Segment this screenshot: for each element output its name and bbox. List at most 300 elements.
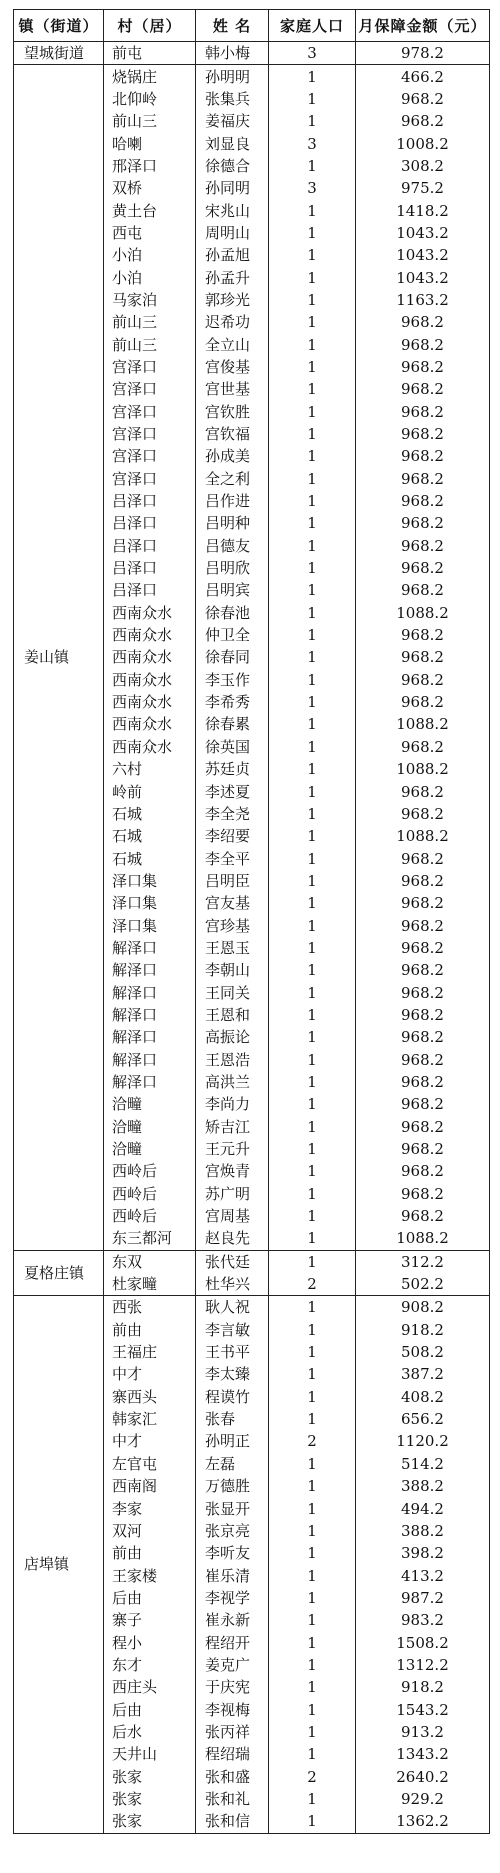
name-cell: 吕明欣 <box>196 557 269 579</box>
name-cell: 宫焕青 <box>196 1160 269 1182</box>
town-cell: 望城街道 <box>14 42 104 65</box>
household-size-cell: 1 <box>269 669 356 691</box>
household-size-cell: 3 <box>269 132 356 154</box>
household-size-cell: 1 <box>269 423 356 445</box>
village-cell: 解泽口 <box>104 959 196 981</box>
name-cell: 于庆宪 <box>196 1676 269 1698</box>
amount-cell: 968.2 <box>356 88 490 110</box>
amount-cell: 918.2 <box>356 1319 490 1341</box>
name-cell: 徐德合 <box>196 155 269 177</box>
amount-cell: 929.2 <box>356 1788 490 1810</box>
village-cell: 宫泽口 <box>104 401 196 423</box>
name-cell: 宫世基 <box>196 378 269 400</box>
table-row <box>14 1250 490 1273</box>
household-size-cell: 1 <box>269 1788 356 1810</box>
household-size-cell: 1 <box>269 1810 356 1833</box>
household-size-cell: 1 <box>269 1071 356 1093</box>
village-cell: 西屯 <box>104 222 196 244</box>
village-cell: 双桥 <box>104 177 196 199</box>
amount-cell: 2640.2 <box>356 1765 490 1787</box>
header-town: 镇（街道） <box>14 10 104 42</box>
household-size-cell: 1 <box>269 244 356 266</box>
name-cell: 宫周基 <box>196 1205 269 1227</box>
town-cell: 姜山镇 <box>14 65 104 1250</box>
village-cell: 寨子 <box>104 1609 196 1631</box>
household-size-cell: 1 <box>269 1250 356 1273</box>
amount-cell: 968.2 <box>356 847 490 869</box>
household-size-cell: 1 <box>269 847 356 869</box>
household-size-cell: 1 <box>269 1676 356 1698</box>
amount-cell: 968.2 <box>356 1004 490 1026</box>
household-size-cell: 1 <box>269 691 356 713</box>
village-cell: 解泽口 <box>104 1071 196 1093</box>
household-size-cell: 1 <box>269 803 356 825</box>
household-size-cell: 1 <box>269 1475 356 1497</box>
household-size-cell: 1 <box>269 65 356 88</box>
amount-cell: 508.2 <box>356 1341 490 1363</box>
name-cell: 王同关 <box>196 981 269 1003</box>
name-cell: 王恩浩 <box>196 1048 269 1070</box>
household-size-cell: 3 <box>269 42 356 65</box>
household-size-cell: 1 <box>269 445 356 467</box>
village-cell: 西南众水 <box>104 646 196 668</box>
village-cell: 西南众水 <box>104 691 196 713</box>
amount-cell: 968.2 <box>356 870 490 892</box>
household-size-cell: 1 <box>269 713 356 735</box>
amount-cell: 1043.2 <box>356 244 490 266</box>
village-cell: 程小 <box>104 1631 196 1653</box>
table-header <box>14 10 490 42</box>
household-size-cell: 1 <box>269 333 356 355</box>
name-cell: 李视梅 <box>196 1698 269 1720</box>
amount-cell: 908.2 <box>356 1296 490 1319</box>
name-cell: 李绍要 <box>196 825 269 847</box>
name-cell: 李全尧 <box>196 803 269 825</box>
amount-cell: 413.2 <box>356 1564 490 1586</box>
village-cell: 王福庄 <box>104 1341 196 1363</box>
village-cell: 双河 <box>104 1520 196 1542</box>
name-cell: 孙明明 <box>196 65 269 88</box>
amount-cell: 968.2 <box>356 1160 490 1182</box>
household-size-cell: 1 <box>269 579 356 601</box>
name-cell: 李全平 <box>196 847 269 869</box>
village-cell: 宫泽口 <box>104 356 196 378</box>
name-cell: 姜克广 <box>196 1654 269 1676</box>
village-cell: 北仰岭 <box>104 88 196 110</box>
household-size-cell: 1 <box>269 1408 356 1430</box>
village-cell: 岭前 <box>104 780 196 802</box>
household-size-cell: 1 <box>269 512 356 534</box>
village-cell: 洽疃 <box>104 1093 196 1115</box>
household-size-cell: 1 <box>269 1227 356 1250</box>
name-cell: 李视学 <box>196 1587 269 1609</box>
name-cell: 王书平 <box>196 1341 269 1363</box>
name-cell: 程绍开 <box>196 1631 269 1653</box>
amount-cell: 1088.2 <box>356 825 490 847</box>
village-cell: 吕泽口 <box>104 490 196 512</box>
household-size-cell: 2 <box>269 1765 356 1787</box>
village-cell: 泽口集 <box>104 914 196 936</box>
name-cell: 李尚力 <box>196 1093 269 1115</box>
amount-cell: 656.2 <box>356 1408 490 1430</box>
household-size-cell: 1 <box>269 981 356 1003</box>
village-cell: 天井山 <box>104 1743 196 1765</box>
village-cell: 左官屯 <box>104 1453 196 1475</box>
name-cell: 全之利 <box>196 468 269 490</box>
name-cell: 耿人祝 <box>196 1296 269 1319</box>
village-cell: 东三都河 <box>104 1227 196 1250</box>
village-cell: 洽疃 <box>104 1138 196 1160</box>
village-cell: 李家 <box>104 1497 196 1519</box>
household-size-cell: 1 <box>269 1453 356 1475</box>
header-name: 姓 名 <box>196 10 269 42</box>
amount-cell: 968.2 <box>356 691 490 713</box>
village-cell: 洽疃 <box>104 1116 196 1138</box>
amount-cell: 514.2 <box>356 1453 490 1475</box>
name-cell: 李朝山 <box>196 959 269 981</box>
name-cell: 吕德友 <box>196 535 269 557</box>
household-size-cell: 1 <box>269 266 356 288</box>
village-cell: 宫泽口 <box>104 423 196 445</box>
name-cell: 孙孟升 <box>196 266 269 288</box>
village-cell: 西岭后 <box>104 1160 196 1182</box>
name-cell: 崔乐清 <box>196 1564 269 1586</box>
name-cell: 郭珍光 <box>196 289 269 311</box>
name-cell: 张和礼 <box>196 1788 269 1810</box>
village-cell: 东才 <box>104 1654 196 1676</box>
household-size-cell: 1 <box>269 356 356 378</box>
amount-cell: 968.2 <box>356 311 490 333</box>
amount-cell: 1312.2 <box>356 1654 490 1676</box>
village-cell: 解泽口 <box>104 1004 196 1026</box>
household-size-cell: 3 <box>269 177 356 199</box>
village-cell: 六村 <box>104 758 196 780</box>
amount-cell: 1008.2 <box>356 132 490 154</box>
name-cell: 程绍瑞 <box>196 1743 269 1765</box>
household-size-cell: 1 <box>269 758 356 780</box>
amount-cell: 968.2 <box>356 378 490 400</box>
name-cell: 张代廷 <box>196 1250 269 1273</box>
name-cell: 徐英国 <box>196 736 269 758</box>
village-cell: 吕泽口 <box>104 535 196 557</box>
amount-cell: 494.2 <box>356 1497 490 1519</box>
amount-cell: 968.2 <box>356 1048 490 1070</box>
village-cell: 中才 <box>104 1363 196 1385</box>
household-size-cell: 1 <box>269 1183 356 1205</box>
amount-cell: 975.2 <box>356 177 490 199</box>
header-monthly-amount: 月保障金额（元） <box>356 10 490 42</box>
amount-cell: 968.2 <box>356 557 490 579</box>
village-cell: 吕泽口 <box>104 557 196 579</box>
village-cell: 西南众水 <box>104 736 196 758</box>
household-size-cell: 1 <box>269 1048 356 1070</box>
amount-cell: 1163.2 <box>356 289 490 311</box>
table-row <box>14 42 490 65</box>
name-cell: 宫友基 <box>196 892 269 914</box>
name-cell: 高振论 <box>196 1026 269 1048</box>
household-size-cell: 1 <box>269 401 356 423</box>
amount-cell: 968.2 <box>356 892 490 914</box>
amount-cell: 968.2 <box>356 468 490 490</box>
amount-cell: 308.2 <box>356 155 490 177</box>
amount-cell: 466.2 <box>356 65 490 88</box>
assistance-table <box>13 9 490 1834</box>
household-size-cell: 1 <box>269 825 356 847</box>
amount-cell: 968.2 <box>356 333 490 355</box>
household-size-cell: 1 <box>269 1004 356 1026</box>
household-size-cell: 1 <box>269 378 356 400</box>
town-cell: 夏格庄镇 <box>14 1250 104 1296</box>
household-size-cell: 2 <box>269 1430 356 1452</box>
village-cell: 西南众水 <box>104 669 196 691</box>
village-cell: 后水 <box>104 1721 196 1743</box>
village-cell: 吕泽口 <box>104 579 196 601</box>
household-size-cell: 1 <box>269 1160 356 1182</box>
amount-cell: 987.2 <box>356 1587 490 1609</box>
amount-cell: 1508.2 <box>356 1631 490 1653</box>
town-cell: 店埠镇 <box>14 1296 104 1833</box>
name-cell: 吕作进 <box>196 490 269 512</box>
name-cell: 张显开 <box>196 1497 269 1519</box>
household-size-cell: 1 <box>269 1205 356 1227</box>
amount-cell: 1418.2 <box>356 199 490 221</box>
name-cell: 徐春池 <box>196 602 269 624</box>
household-size-cell: 1 <box>269 780 356 802</box>
amount-cell: 968.2 <box>356 736 490 758</box>
name-cell: 张春 <box>196 1408 269 1430</box>
name-cell: 王元升 <box>196 1138 269 1160</box>
name-cell: 程谟竹 <box>196 1386 269 1408</box>
amount-cell: 1088.2 <box>356 1227 490 1250</box>
name-cell: 吕明宾 <box>196 579 269 601</box>
village-cell: 前山三 <box>104 110 196 132</box>
amount-cell: 1088.2 <box>356 758 490 780</box>
village-cell: 宫泽口 <box>104 445 196 467</box>
amount-cell: 1043.2 <box>356 266 490 288</box>
name-cell: 李希秀 <box>196 691 269 713</box>
amount-cell: 968.2 <box>356 1093 490 1115</box>
amount-cell: 918.2 <box>356 1676 490 1698</box>
village-cell: 东双 <box>104 1250 196 1273</box>
name-cell: 李听友 <box>196 1542 269 1564</box>
village-cell: 后由 <box>104 1698 196 1720</box>
village-cell: 西张 <box>104 1296 196 1319</box>
village-cell: 解泽口 <box>104 1048 196 1070</box>
name-cell: 周明山 <box>196 222 269 244</box>
amount-cell: 1543.2 <box>356 1698 490 1720</box>
household-size-cell: 1 <box>269 1587 356 1609</box>
household-size-cell: 1 <box>269 1116 356 1138</box>
amount-cell: 968.2 <box>356 624 490 646</box>
household-size-cell: 1 <box>269 311 356 333</box>
name-cell: 李言敏 <box>196 1319 269 1341</box>
name-cell: 左磊 <box>196 1453 269 1475</box>
name-cell: 万德胜 <box>196 1475 269 1497</box>
village-cell: 前由 <box>104 1542 196 1564</box>
village-cell: 西庄头 <box>104 1676 196 1698</box>
household-size-cell: 1 <box>269 490 356 512</box>
village-cell: 西岭后 <box>104 1183 196 1205</box>
amount-cell: 968.2 <box>356 1138 490 1160</box>
amount-cell: 1088.2 <box>356 713 490 735</box>
household-size-cell: 1 <box>269 88 356 110</box>
village-cell: 解泽口 <box>104 1026 196 1048</box>
name-cell: 高洪兰 <box>196 1071 269 1093</box>
table-body <box>14 42 490 1834</box>
name-cell: 王恩玉 <box>196 937 269 959</box>
village-cell: 小泊 <box>104 266 196 288</box>
village-cell: 西南众水 <box>104 624 196 646</box>
amount-cell: 1343.2 <box>356 1743 490 1765</box>
village-cell: 西南众水 <box>104 713 196 735</box>
name-cell: 张集兵 <box>196 88 269 110</box>
name-cell: 吕明臣 <box>196 870 269 892</box>
household-size-cell: 1 <box>269 1698 356 1720</box>
household-size-cell: 1 <box>269 1564 356 1586</box>
village-cell: 西南阁 <box>104 1475 196 1497</box>
name-cell: 王恩和 <box>196 1004 269 1026</box>
village-cell: 宫泽口 <box>104 468 196 490</box>
amount-cell: 968.2 <box>356 1071 490 1093</box>
household-size-cell: 1 <box>269 1520 356 1542</box>
amount-cell: 387.2 <box>356 1363 490 1385</box>
name-cell: 宫钦福 <box>196 423 269 445</box>
village-cell: 后由 <box>104 1587 196 1609</box>
header-row <box>14 10 490 42</box>
amount-cell: 968.2 <box>356 914 490 936</box>
amount-cell: 968.2 <box>356 490 490 512</box>
village-cell: 泽口集 <box>104 870 196 892</box>
name-cell: 苏广明 <box>196 1183 269 1205</box>
household-size-cell: 1 <box>269 1609 356 1631</box>
amount-cell: 388.2 <box>356 1520 490 1542</box>
household-size-cell: 1 <box>269 1497 356 1519</box>
village-cell: 小泊 <box>104 244 196 266</box>
amount-cell: 968.2 <box>356 535 490 557</box>
name-cell: 矫吉江 <box>196 1116 269 1138</box>
amount-cell: 968.2 <box>356 356 490 378</box>
household-size-cell: 1 <box>269 914 356 936</box>
amount-cell: 968.2 <box>356 780 490 802</box>
header-village: 村（居） <box>104 10 196 42</box>
amount-cell: 1043.2 <box>356 222 490 244</box>
name-cell: 宫珍基 <box>196 914 269 936</box>
name-cell: 迟希功 <box>196 311 269 333</box>
village-cell: 吕泽口 <box>104 512 196 534</box>
amount-cell: 978.2 <box>356 42 490 65</box>
amount-cell: 408.2 <box>356 1386 490 1408</box>
name-cell: 李述夏 <box>196 780 269 802</box>
name-cell: 吕明种 <box>196 512 269 534</box>
village-cell: 韩家汇 <box>104 1408 196 1430</box>
household-size-cell: 1 <box>269 1341 356 1363</box>
village-cell: 黄土台 <box>104 199 196 221</box>
household-size-cell: 1 <box>269 870 356 892</box>
household-size-cell: 1 <box>269 959 356 981</box>
household-size-cell: 1 <box>269 624 356 646</box>
name-cell: 杜华兴 <box>196 1273 269 1296</box>
name-cell: 李太臻 <box>196 1363 269 1385</box>
amount-cell: 968.2 <box>356 1183 490 1205</box>
amount-cell: 968.2 <box>356 401 490 423</box>
name-cell: 刘显良 <box>196 132 269 154</box>
village-cell: 哈喇 <box>104 132 196 154</box>
name-cell: 孙孟旭 <box>196 244 269 266</box>
name-cell: 赵良先 <box>196 1227 269 1250</box>
village-cell: 马家泊 <box>104 289 196 311</box>
village-cell: 寨西头 <box>104 1386 196 1408</box>
household-size-cell: 1 <box>269 110 356 132</box>
amount-cell: 968.2 <box>356 110 490 132</box>
amount-cell: 968.2 <box>356 959 490 981</box>
village-cell: 张家 <box>104 1788 196 1810</box>
amount-cell: 968.2 <box>356 1205 490 1227</box>
village-cell: 宫泽口 <box>104 378 196 400</box>
name-cell: 崔永新 <box>196 1609 269 1631</box>
household-size-cell: 1 <box>269 937 356 959</box>
name-cell: 徐春同 <box>196 646 269 668</box>
household-size-cell: 1 <box>269 1138 356 1160</box>
name-cell: 孙同明 <box>196 177 269 199</box>
name-cell: 张和盛 <box>196 1765 269 1787</box>
name-cell: 全立山 <box>196 333 269 355</box>
household-size-cell: 1 <box>269 736 356 758</box>
amount-cell: 968.2 <box>356 423 490 445</box>
household-size-cell: 1 <box>269 646 356 668</box>
name-cell: 李玉作 <box>196 669 269 691</box>
village-cell: 西南众水 <box>104 602 196 624</box>
amount-cell: 968.2 <box>356 803 490 825</box>
village-cell: 西岭后 <box>104 1205 196 1227</box>
household-size-cell: 1 <box>269 535 356 557</box>
amount-cell: 502.2 <box>356 1273 490 1296</box>
amount-cell: 913.2 <box>356 1721 490 1743</box>
amount-cell: 968.2 <box>356 1026 490 1048</box>
amount-cell: 1120.2 <box>356 1430 490 1452</box>
amount-cell: 968.2 <box>356 445 490 467</box>
name-cell: 徐春累 <box>196 713 269 735</box>
amount-cell: 983.2 <box>356 1609 490 1631</box>
name-cell: 张京亮 <box>196 1520 269 1542</box>
household-size-cell: 1 <box>269 1743 356 1765</box>
name-cell: 张丙祥 <box>196 1721 269 1743</box>
household-size-cell: 1 <box>269 1296 356 1319</box>
village-cell: 石城 <box>104 825 196 847</box>
village-cell: 烧锅庄 <box>104 65 196 88</box>
table-row <box>14 65 490 88</box>
household-size-cell: 1 <box>269 155 356 177</box>
name-cell: 宋兆山 <box>196 199 269 221</box>
household-size-cell: 1 <box>269 892 356 914</box>
village-cell: 前山三 <box>104 311 196 333</box>
name-cell: 苏廷贞 <box>196 758 269 780</box>
amount-cell: 968.2 <box>356 937 490 959</box>
household-size-cell: 1 <box>269 1363 356 1385</box>
amount-cell: 968.2 <box>356 669 490 691</box>
amount-cell: 388.2 <box>356 1475 490 1497</box>
household-size-cell: 1 <box>269 199 356 221</box>
village-cell: 杜家疃 <box>104 1273 196 1296</box>
header-household-size: 家庭人口 <box>269 10 356 42</box>
village-cell: 石城 <box>104 847 196 869</box>
name-cell: 姜福庆 <box>196 110 269 132</box>
amount-cell: 968.2 <box>356 646 490 668</box>
amount-cell: 968.2 <box>356 1116 490 1138</box>
household-size-cell: 1 <box>269 557 356 579</box>
amount-cell: 1088.2 <box>356 602 490 624</box>
household-size-cell: 2 <box>269 1273 356 1296</box>
amount-cell: 398.2 <box>356 1542 490 1564</box>
